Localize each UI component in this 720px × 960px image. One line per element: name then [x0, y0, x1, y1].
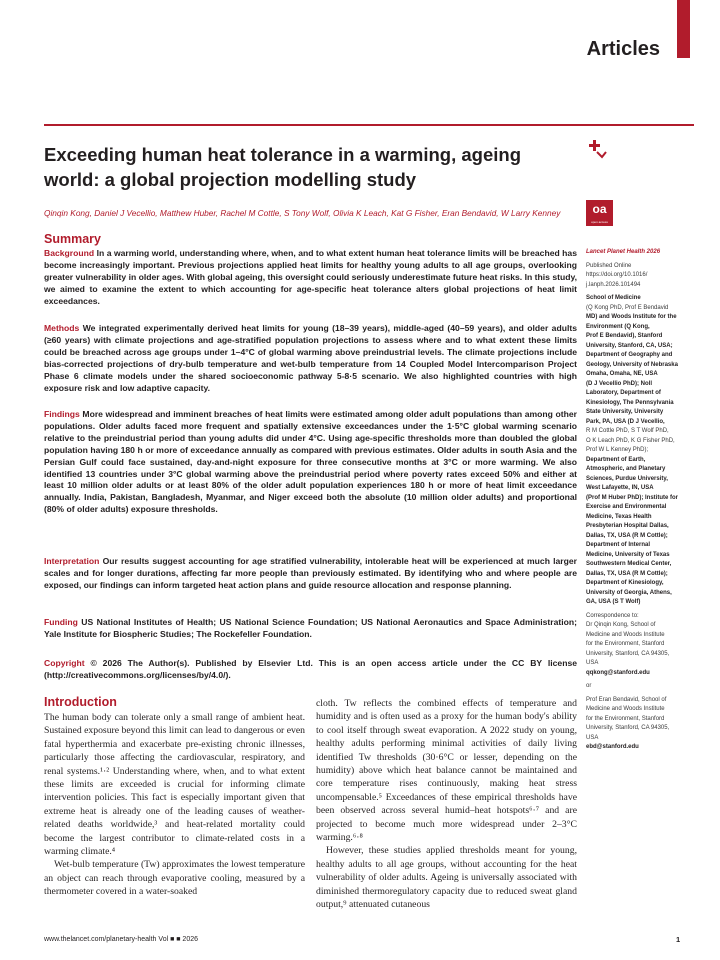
footer-url[interactable]: www.thelancet.com/planetary-health [44, 936, 157, 943]
correspondence-line: for the Environment, Stanford [586, 715, 665, 722]
affiliation-line: Prof W L Kenney PhD); [586, 447, 649, 453]
affiliation-line: Park, PA, USA (D J Vecellio, [586, 418, 665, 425]
section-tab-marker [677, 0, 690, 58]
affiliation-line: Prof E Bendavid), Stanford [586, 333, 663, 339]
abstract-findings [44, 409, 577, 516]
funding-text: US National Institutes of Health; US National Science Foundation; US National Aeronautics and Space Administration; Yale Institute for Biospheric Studies; The Rockefeller Foundation. [44, 617, 578, 639]
correspondence-line: Prof Eran Bendavid, School of [586, 696, 667, 703]
abstract-background [44, 248, 577, 308]
affiliation-line: Exercise and Environmental [586, 504, 667, 510]
intro-paragraph: The human body can tolerate only a small range of ambient heat. Sustained exposure beyond this limit can lead to dangerous or even fatal hyperthermia and exacerbate pre-existing chronic illnesses, particularly those affecting the cardiovascular, respiratory, and renal systems.¹·² Understanding where, when, and to what extent these limits are exceeded is crucial for informing climate intervention policies. This fact is especially important given that extreme heat is already one of the leading causes of weather-related deaths worldwide,³ and heat-related mortality could become the largest contributor to climate-related costs in a warming climate.⁴ [44, 712, 305, 858]
oa-logo-text: oa [592, 202, 607, 216]
email-link-1[interactable]: qqkong@stanford.edu [586, 669, 650, 676]
published-online: Published Online [586, 262, 632, 269]
affiliation-line: University of Georgia, Athens, [586, 589, 672, 596]
page-number: 1 [676, 935, 681, 944]
affiliation-line: O K Leach PhD, K G Fisher PhD, [586, 437, 675, 444]
affiliation-line: Dallas, TX, USA (R M Cottle); [586, 570, 668, 577]
footer-citation [44, 936, 198, 943]
affiliation-line: Laboratory, Department of [586, 390, 661, 396]
affiliation-line: Omaha, Omaha, NE, USA [586, 371, 658, 377]
interpretation-label: Interpretation [44, 556, 100, 566]
correspondence-line: University, Stanford, CA 94305, [586, 725, 670, 731]
correspondence-or: or [586, 683, 592, 689]
intro-column-1 [44, 711, 305, 899]
correspondence-line: for the Environment, Stanford [586, 641, 665, 647]
intro-column-2 [316, 697, 577, 912]
affiliation-line: Presbyterian Hospital Dallas, [586, 523, 669, 529]
intro-paragraph: Wet-bulb temperature (Tw) approximates the lowest temperature an object can reach through evaporative cooling, measured by a thermometer covered in a water-soaked [44, 859, 305, 898]
affiliation-line: Department of Geography and [586, 352, 673, 358]
findings-label: Findings [44, 409, 80, 419]
correspondence-line: USA [586, 660, 599, 666]
abstract-copyright [44, 658, 577, 682]
affiliation-line: Atmospheric, and Planetary [586, 466, 666, 472]
affiliation-line: Sciences, Purdue University, [586, 475, 668, 482]
affiliations [586, 294, 696, 608]
correspondence-address-1 [586, 621, 696, 669]
affiliation-line: West Lafayette, IN, USA [586, 485, 654, 491]
affiliation-line: University, Stanford, CA, USA; [586, 342, 673, 349]
affiliation-line: GA, USA (S T Wolf) [586, 599, 641, 605]
correspondence-line: University, Stanford, CA 94305, [586, 650, 670, 657]
methods-text: We integrated experimentally derived heat limits for young (18–39 years), middle-aged (40–59 years), and older adults (≥60 years) with climate projections and age-stratified population projections to assess where and to what extent these limits could be breached across age groups under 1–4°C of global warming above preindustrial levels. The climate projections include bias-corrected projections of dry-bulb temperature and wet-bulb temperature from 14 Coupled Model Intercomparison Project Phase 6 climate models under the shared socioeconomic pathway 5-8·5 scenario. We also highlighted countries with high exposure risk and low adaptive capacity. [44, 323, 577, 393]
footer-volume: Vol ■ ■ 2026 [158, 936, 198, 943]
summary-heading: Summary [44, 232, 101, 246]
affiliation-line: Medicine, Texas Health [586, 513, 652, 520]
background-label: Background [44, 248, 95, 258]
funding-label: Funding [44, 617, 78, 627]
intro-paragraph: cloth. Tw reflects the combined effects of temperature and humidity and is often used as a proxy for the human body's ability to cool itself through sweat evaporation. A 2022 study on young, healthy adults performing minimal activities of daily living identified Tw thresholds (30·6°C or lesser, depending on the humidity) above which heat balance cannot be maintained and core temperature rises continuously, making heat stress uncompensable.⁵ Exceedances of these empirical thresholds have been observed across several humid–heat hotspots⁶·⁷ and are projected to become much more widespread under 2–3°C warming.⁶·⁸ [316, 698, 577, 844]
abstract-interpretation [44, 556, 577, 592]
correspondence-address-2 [586, 696, 696, 744]
crossmark-icon[interactable] [584, 138, 608, 162]
header-rule [44, 124, 694, 126]
correspondence-line: Medicine and Woods Institute [586, 631, 665, 638]
affiliation-line: R M Cottle PhD, S T Wolf PhD, [586, 428, 669, 434]
interpretation-text: Our results suggest accounting for age stratified vulnerability, intolerable heat will be experienced at much larger scales and for longer durations, affecting far more people than previously estimated. By identifying who and where people are exposed, our findings can inform targeted heat action plans and guide resource allocation and response planning. [44, 556, 578, 590]
affiliation-line: Dallas, TX, USA (R M Cottle); [586, 532, 668, 539]
section-title: Articles [586, 38, 660, 60]
affiliation-line: (Prof M Huber PhD); Institute for [586, 494, 678, 501]
sidebar [586, 248, 696, 753]
open-access-logo [586, 200, 613, 226]
copyright-label: Copyright [44, 658, 85, 668]
affiliation-line: State University, University [586, 409, 664, 415]
affiliation-line: Department of Internal [586, 542, 651, 548]
article-title: Exceeding human heat tolerance in a warming, ageing world: a global projection modelling study [44, 144, 522, 190]
doi-link-cont[interactable]: j.lanph.2026.101494 [586, 281, 641, 288]
findings-text: More widespread and imminent breaches of heat limits were estimated among older adult populations than among other populations. Older adults faced more frequent and spatially extensive exceedances under the 1·5°C global warming scenario relative to the preindustrial period than young adults did under 4°C. Using age-specific thresholds more than doubled the global population having 180 h or more of exceedance annually as compared with previous estimates. Older adults in south Asia and the Persian Gulf could face sustained, day-and-night exposure for three consecutive months at 3°C or more warming. We also identified 13 countries under 3°C global warming above the preindustrial period where poverty rates exceed 50% and either at least 10 million older adults or at least 80% of the older adult population experiences 180 h or more of heat limit exceedance annually. India, Pakistan, Bangladesh, Myanmar, and Niger exceed both the absolute (10 million older adults) and proportional (80% of older adults) exposure thresholds. [44, 409, 578, 515]
affiliation-line: Geology, University of Nebraska [586, 361, 678, 368]
affiliation-line: Southwestern Medical Center, [586, 561, 672, 567]
affiliation-line: Kinesiology, The Pennsylvania [586, 399, 674, 406]
methods-label: Methods [44, 323, 80, 333]
correspondence-line: Dr Qinqin Kong, School of [586, 622, 656, 628]
email-link-2[interactable]: ebd@stanford.edu [586, 744, 639, 750]
affiliation-line: MD) and Woods Institute for the [586, 314, 677, 320]
abstract-methods [44, 323, 577, 394]
affiliation-line: (D J Vecellio PhD); Noll [586, 380, 653, 387]
background-text: In a warming world, understanding where, when, and to what extent human heat tolerance limits will be breached has become increasingly important. Previous projections applied heat limits for healthy young adults to all age groups, overlooking greater vulnerability in older ages. With global ageing, this oversight could seriously underestimate future heat risks. In this study, we aimed to examine the extent to which accounting for age-specific heat tolerance alters global projections of heat limit exceedances. [44, 248, 577, 306]
abstract-funding [44, 617, 577, 641]
affiliation-line: Medicine, University of Texas [586, 551, 670, 558]
affiliation-line: Environment (Q Kong, [586, 323, 650, 330]
journal-citation: Lancet Planet Health 2026 [586, 249, 661, 255]
correspondence-line: USA [586, 734, 599, 741]
correspondence-heading: Correspondence to: [586, 612, 639, 619]
doi-link[interactable]: https://doi.org/10.1016/ [586, 272, 648, 278]
affiliation-line: Department of Kinesiology, [586, 580, 664, 586]
affiliation-line: School of Medicine [586, 295, 641, 301]
intro-paragraph: However, these studies applied thresholds meant for young, healthy adults to all age groups, without accounting for the heat vulnerability of older adults. Ageing is universally associated with diminished thermoregulatory capacity due to reduced sweat gland output,⁹ attenuated cutaneous [316, 845, 577, 911]
copyright-text[interactable]: © 2026 The Author(s). Published by Elsevier Ltd. This is an open access article under the CC BY license (http://creativecommons.org/licenses/by/4.0/). [44, 658, 578, 680]
introduction-heading: Introduction [44, 695, 117, 709]
correspondence-line: Medicine and Woods Institute [586, 706, 665, 712]
affiliation-line: Department of Earth, [586, 456, 646, 463]
affiliation-line: (Q Kong PhD, Prof E Bendavid [586, 304, 669, 311]
oa-logo-subtext: open access [591, 220, 608, 224]
author-list: Qinqin Kong, Daniel J Vecellio, Matthew Huber, Rachel M Cottle, S Tony Wolf, Olivia K Leach, Kat G Fisher, Eran Bendavid, W Larry Kenney [44, 208, 561, 218]
